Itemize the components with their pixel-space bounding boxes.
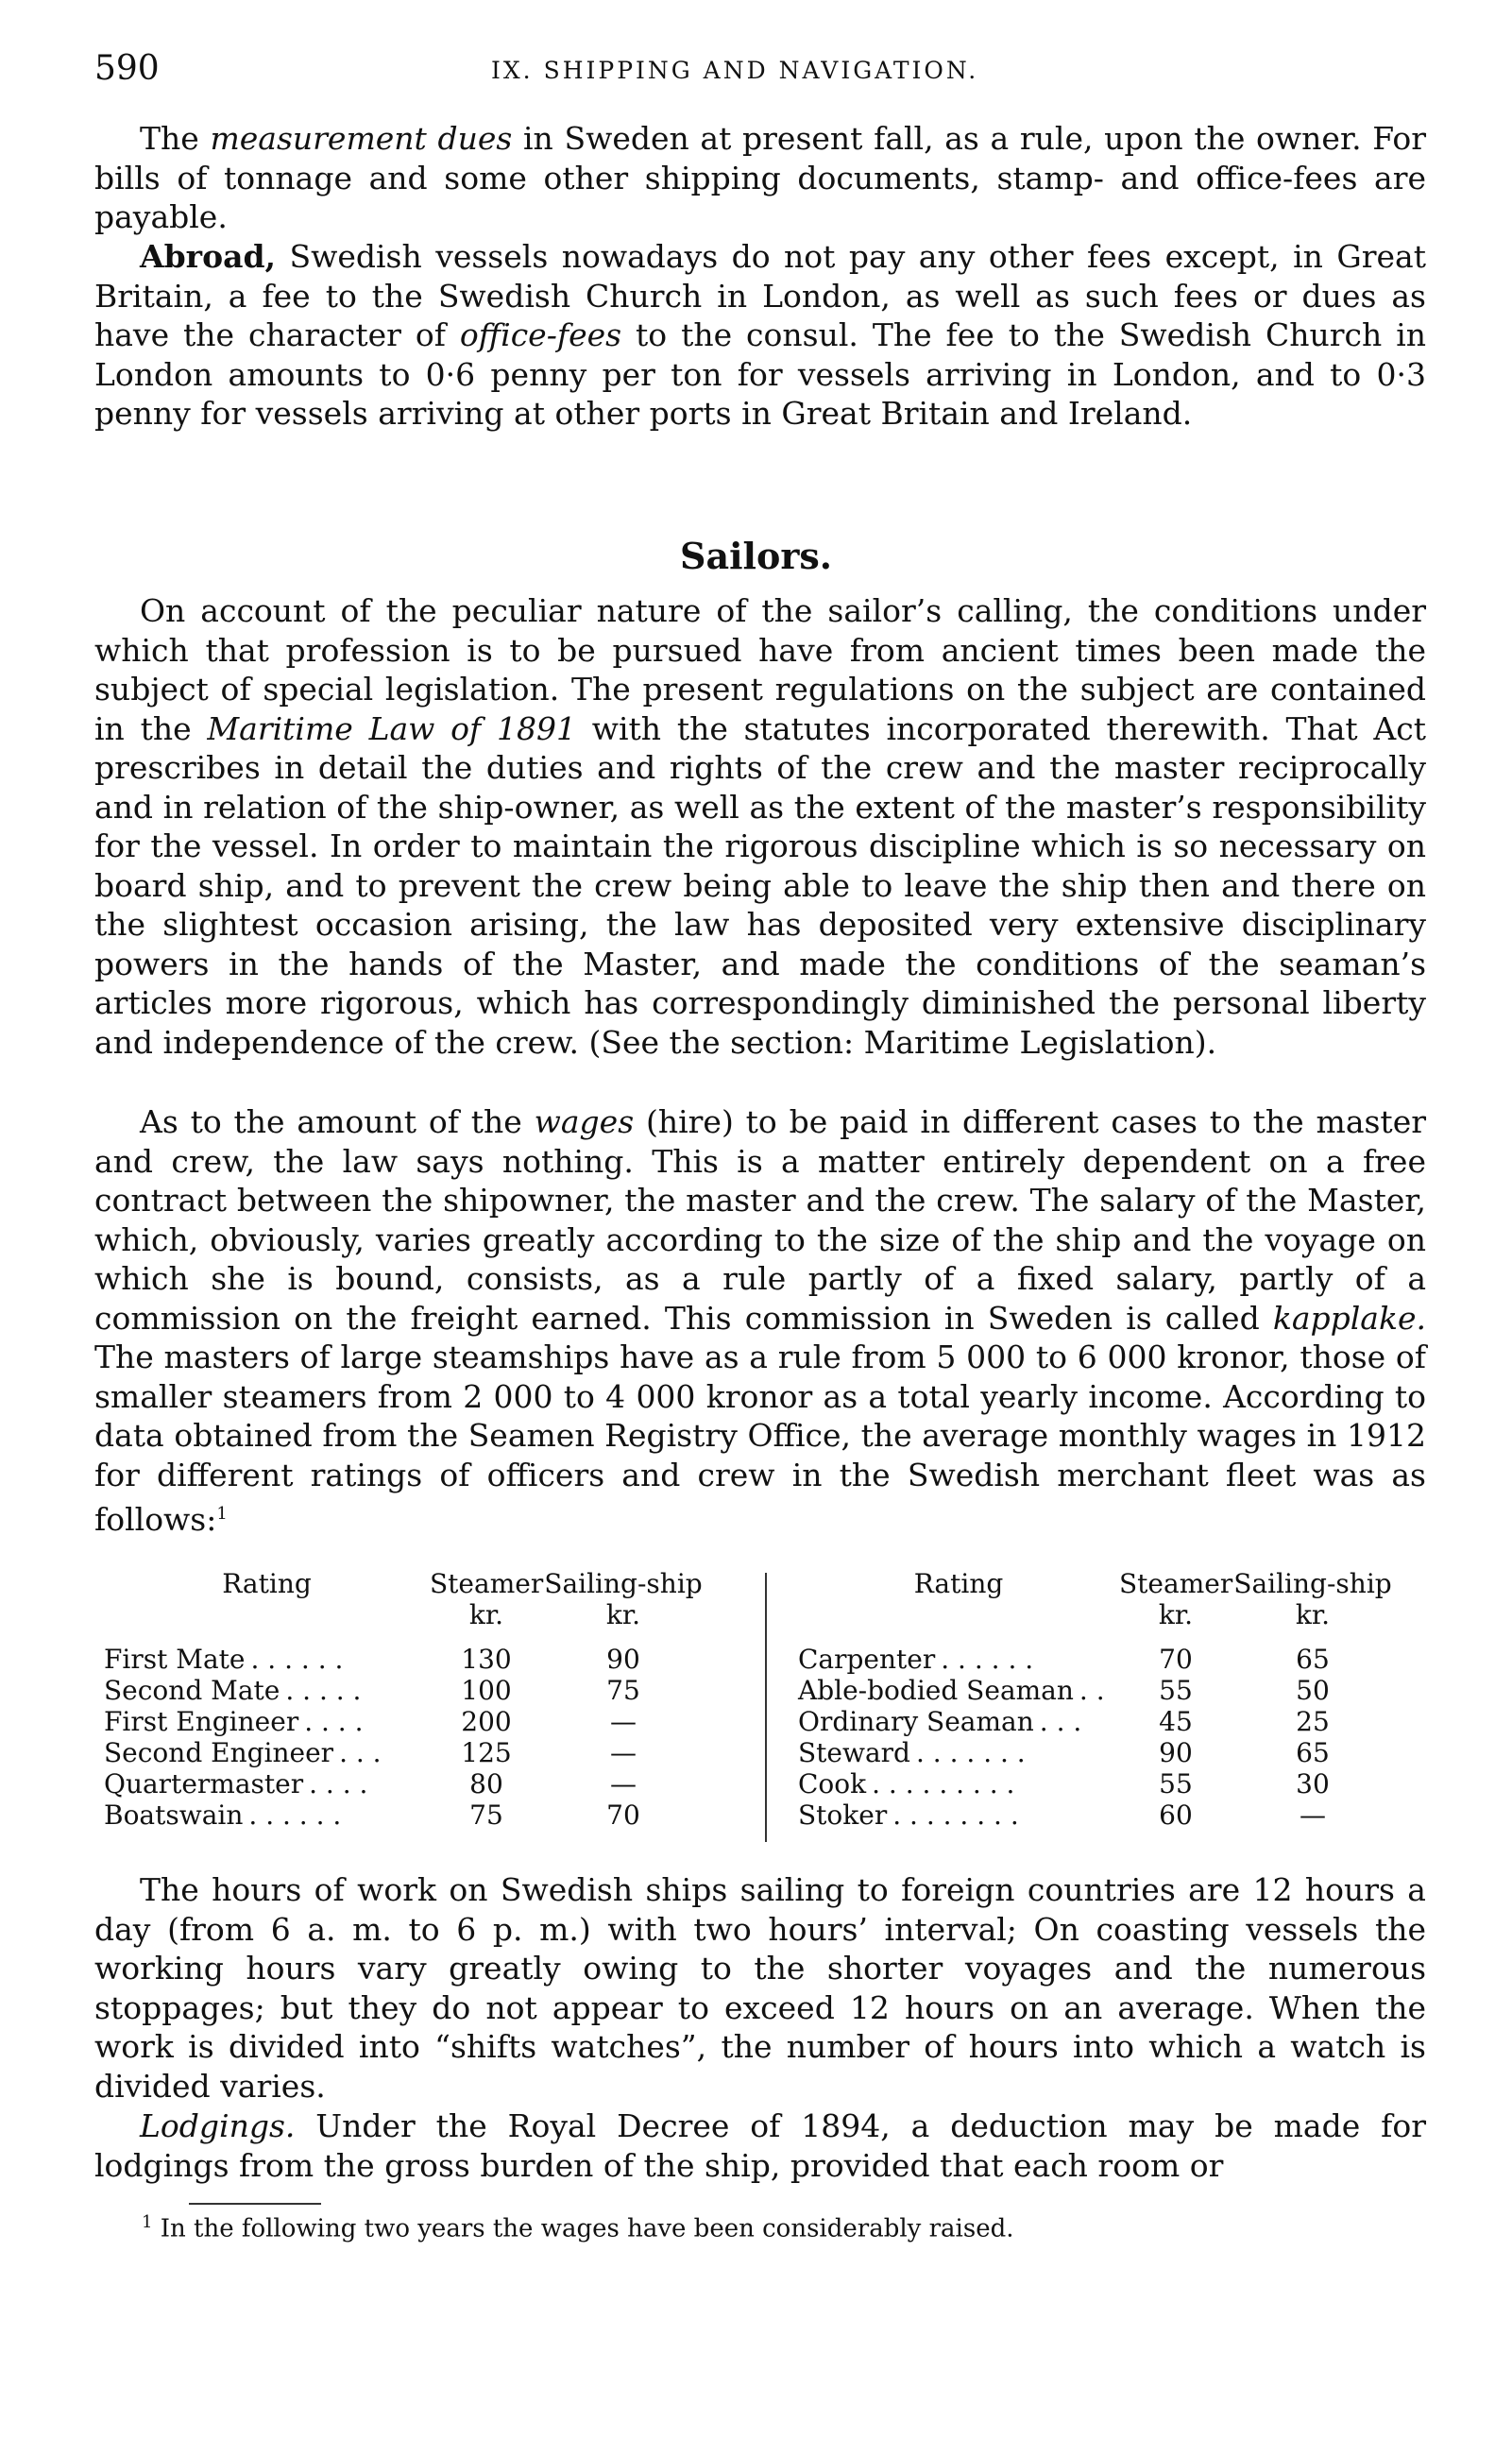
text-segment: (hire) to be paid in different cases to the master and crew, the law says nothing. This is a matter entirely dependent on a free contract between the shipowner, the master and the crew. The salary of the Master, which, obviously, varies greatly according to the size of the ship and the voyage on which she is bound, consists, as a rule partly of a fixed salary, partly of a commission on the freight earned. This commission in Sweden is called [94, 1103, 1426, 1337]
table-header-row [104, 1568, 704, 1630]
wages-table-left [104, 1568, 704, 1831]
steamer-value: 125 [461, 1737, 512, 1768]
sailing-value: — [610, 1706, 637, 1737]
table-row [104, 1768, 704, 1799]
rating-cell [798, 1706, 1119, 1737]
steamer-value: 45 [1159, 1706, 1193, 1737]
rating-cell [104, 1737, 430, 1768]
rating-cell [798, 1737, 1119, 1768]
header-label: Rating [913, 1568, 1004, 1599]
paragraph-wages [94, 1102, 1426, 1540]
sailing-value: 30 [1296, 1768, 1330, 1799]
text-segment: Swedish vessels nowadays do not pay any other fees except, in Great Britain, a fee to the Swedish Church in London, as well as such fees or dues as have the character of [94, 238, 1426, 353]
italic-term: Maritime Law of 1891 [207, 709, 576, 747]
steamer-cell [430, 1737, 543, 1768]
sailing-cell [1232, 1706, 1393, 1737]
rating-cell [104, 1675, 430, 1706]
sailing-value: — [610, 1768, 637, 1799]
italic-term: measurement dues [210, 120, 513, 157]
table-row [104, 1737, 704, 1768]
steamer-value: 80 [469, 1768, 503, 1799]
table-row [798, 1675, 1393, 1706]
italic-term: wages [534, 1103, 635, 1140]
rating-value: Quartermaster [104, 1768, 304, 1799]
sailing-cell [1232, 1675, 1393, 1706]
steamer-cell [1119, 1737, 1232, 1768]
column-header-rating [104, 1568, 430, 1630]
sailing-value: 50 [1296, 1675, 1330, 1706]
italic-term: kapplake. [1272, 1299, 1426, 1337]
table-divider [765, 1573, 767, 1842]
sailing-cell [543, 1799, 704, 1831]
sailing-cell [543, 1675, 704, 1706]
dot-leader: . . . . . . . . [892, 1799, 1019, 1831]
rating-value: Second Mate [104, 1675, 280, 1706]
italic-term: office-fees [459, 316, 622, 353]
footnote-rule [189, 2203, 321, 2205]
steamer-value: 55 [1159, 1675, 1193, 1706]
dot-leader: . . . [339, 1737, 382, 1768]
paragraph-hours: The hours of work on Swedish ships sailing to foreign countries are 12 hours a day (from 6 a. m. to 6 p. m.) with two hours’ interval; On coasting vessels the working hours vary greatly owing to the shorter voyages and the numerous stoppages; but they do not appear to exceed 12 hours on an average. When the work is divided into “shifts watches”, the number of hours into which a watch is divided varies. [94, 1871, 1426, 2105]
dot-leader: . . . . [309, 1768, 368, 1799]
italic-term: Lodgings. [140, 2107, 296, 2144]
steamer-value: 130 [461, 1644, 512, 1675]
dot-leader: . . . [1039, 1706, 1082, 1737]
sailing-cell [1232, 1799, 1393, 1831]
sailing-value: 25 [1296, 1706, 1330, 1737]
header-label: Sailing-ship [544, 1568, 703, 1599]
sailing-value: 75 [606, 1675, 640, 1706]
rating-cell [798, 1768, 1119, 1799]
text-segment: to the consul. The fee to the Swedish Church in London amounts to 0·6 penny per ton for vessels arriving in London, and to 0·3 penny for vessels arriving at other ports in Great Britain and Ireland. [94, 316, 1427, 432]
unit-label: kr. [468, 1599, 504, 1630]
header-label: Sailing-ship [1233, 1568, 1392, 1599]
steamer-cell [1119, 1644, 1232, 1675]
dot-leader: . . . . . . . . . [872, 1768, 1015, 1799]
column-header-rating [798, 1568, 1119, 1630]
steamer-value: 55 [1159, 1768, 1193, 1799]
text-segment: On account of the peculiar nature of the sailor’s calling, the conditions under which that profession is to be pursued have from ancient times been made the subject of special legislation. The present regulations on the subject are contained in the [94, 592, 1426, 747]
header-label: Steamer [430, 1568, 544, 1599]
unit-label: kr. [1295, 1599, 1331, 1630]
paragraph-measurement-dues [94, 119, 1426, 237]
sailing-cell [543, 1768, 704, 1799]
text-segment: Under the Royal Decree of 1894, a deduction may be made for lodgings from the gross burden of the ship, provided that each room or [94, 2107, 1426, 2184]
bold-term: Abroad, [140, 238, 277, 275]
text-segment: in Sweden at present fall, as a rule, upon the owner. For bills of tonnage and some other shipping documents, stamp- and office-fees are payable. [94, 120, 1426, 235]
table-row [104, 1644, 704, 1675]
steamer-value: 70 [1159, 1644, 1193, 1675]
steamer-value: 100 [461, 1675, 512, 1706]
steamer-cell [1119, 1706, 1232, 1737]
running-title: IX. SHIPPING AND NAVIGATION. [491, 57, 979, 84]
steamer-cell [430, 1768, 543, 1799]
column-header-sailing [1232, 1568, 1393, 1630]
sailing-cell [543, 1706, 704, 1737]
paragraph-lodgings [94, 2106, 1426, 2185]
paragraph-sailors [94, 591, 1426, 1062]
text-segment: The masters of large steamships have as a rule from 5 000 to 6 000 kronor, those of smaller steamers from 2 000 to 4 000 kronor as a total yearly income. According to data obtained from the Seamen Registry Office, the average monthly wages in 1912 for different ratings of officers and crew in the Swedish merchant fleet was as follows: [94, 1339, 1426, 1538]
paragraph-abroad [94, 237, 1426, 434]
table-row [104, 1706, 704, 1737]
sailing-value: 65 [1296, 1644, 1330, 1675]
steamer-value: 60 [1159, 1799, 1193, 1831]
steamer-cell [1119, 1675, 1232, 1706]
rating-cell [798, 1675, 1119, 1706]
table-body-left [104, 1644, 704, 1831]
rating-cell [798, 1799, 1119, 1831]
rating-cell [798, 1644, 1119, 1675]
rating-value: First Mate [104, 1644, 246, 1675]
rating-cell [104, 1768, 430, 1799]
steamer-value: 90 [1159, 1737, 1193, 1768]
header-label: Rating [222, 1568, 312, 1599]
table-row [798, 1644, 1393, 1675]
rating-value: Carpenter [798, 1644, 936, 1675]
dot-leader: . . . . . . [941, 1644, 1034, 1675]
sailing-cell [543, 1644, 704, 1675]
footnote-marker: 1 [142, 2212, 153, 2232]
column-header-steamer [430, 1568, 543, 1630]
table-row [104, 1675, 704, 1706]
dot-leader: . . [1079, 1675, 1105, 1706]
sailing-cell [543, 1737, 704, 1768]
footnote-marker: 1 [216, 1504, 228, 1524]
rating-cell [104, 1799, 430, 1831]
text-segment: As to the amount of the [140, 1103, 535, 1140]
table-body-right [798, 1644, 1393, 1831]
steamer-cell [1119, 1799, 1232, 1831]
dot-leader: . . . . [304, 1706, 364, 1737]
table-row [798, 1799, 1393, 1831]
sailing-cell [1232, 1644, 1393, 1675]
steamer-cell [430, 1706, 543, 1737]
steamer-value: 75 [469, 1799, 503, 1831]
page-number: 590 [94, 49, 160, 88]
rating-cell [104, 1706, 430, 1737]
sailing-cell [1232, 1737, 1393, 1768]
table-row [798, 1768, 1393, 1799]
rating-value: First Engineer [104, 1706, 299, 1737]
sailing-cell [1232, 1768, 1393, 1799]
steamer-cell [430, 1644, 543, 1675]
sailing-value: — [1300, 1799, 1326, 1831]
rating-cell [104, 1644, 430, 1675]
table-row [798, 1737, 1393, 1768]
text-segment: The [140, 120, 211, 157]
column-header-sailing [543, 1568, 704, 1630]
rating-value: Boatswain [104, 1799, 244, 1831]
steamer-cell [430, 1799, 543, 1831]
header-label: Steamer [1119, 1568, 1233, 1599]
rating-value: Stoker [798, 1799, 888, 1831]
unit-label: kr. [605, 1599, 641, 1630]
rating-value: Second Engineer [104, 1737, 334, 1768]
dot-leader: . . . . . . [250, 1644, 344, 1675]
column-header-steamer [1119, 1568, 1232, 1630]
rating-value: Steward [798, 1737, 910, 1768]
steamer-cell [430, 1675, 543, 1706]
rating-value: Cook [798, 1768, 867, 1799]
sailing-value: 70 [606, 1799, 640, 1831]
dot-leader: . . . . . . . [915, 1737, 1026, 1768]
dot-leader: . . . . . [285, 1675, 362, 1706]
sailing-value: 65 [1296, 1737, 1330, 1768]
dot-leader: . . . . . . [248, 1799, 342, 1831]
steamer-cell [1119, 1768, 1232, 1799]
wages-table-right [798, 1568, 1393, 1831]
rating-value: Ordinary Seaman [798, 1706, 1034, 1737]
text-segment: with the statutes incorporated therewith. That Act prescribes in detail the duties and rights of the crew and the master reciprocally and in relation of the ship-owner, as well as the extent of the master’s responsibility for the vessel. In order to maintain the rigorous discipline which is so necessary on board ship, and to prevent the crew being able to leave the ship then and there on the slightest occasion arising, the law has deposited very extensive disciplinary powers in the hands of the Master, and made the conditions of the seaman’s articles more rigorous, which has correspondingly diminished the personal liberty and independence of the crew. (See the section: Maritime Legislation). [94, 709, 1426, 1061]
section-heading: Sailors. [680, 535, 832, 577]
rating-value: Able-bodied Seaman [798, 1675, 1074, 1706]
footnote [142, 2212, 1013, 2243]
sailing-value: 90 [606, 1644, 640, 1675]
table-row [798, 1706, 1393, 1737]
table-row [104, 1799, 704, 1831]
sailing-value: — [610, 1737, 637, 1768]
steamer-value: 200 [461, 1706, 512, 1737]
unit-label: kr. [1158, 1599, 1194, 1630]
table-header-row [798, 1568, 1393, 1630]
footnote-text: In the following two years the wages have been considerably raised. [152, 2214, 1014, 2243]
